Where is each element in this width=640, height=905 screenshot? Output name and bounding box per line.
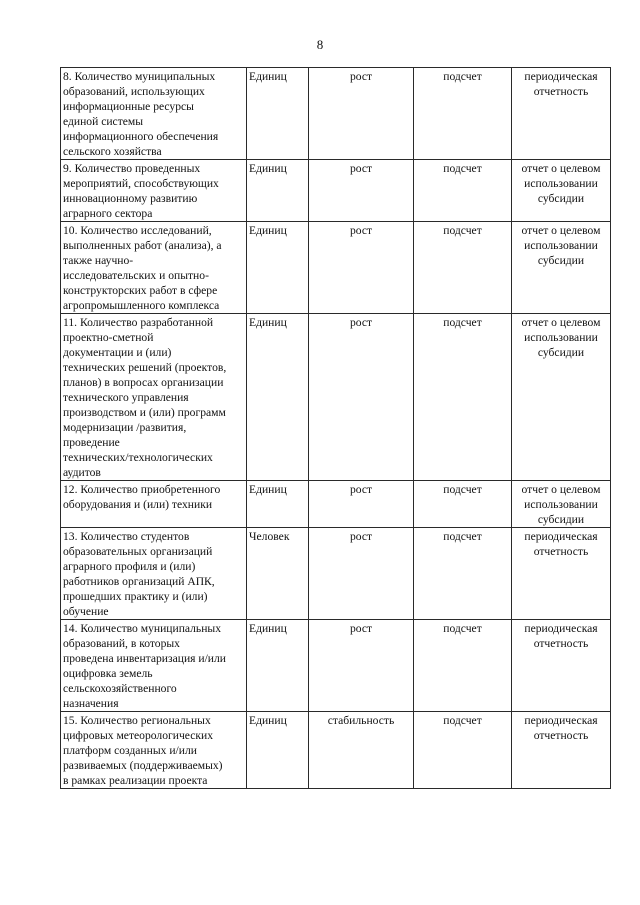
indicator-name-cell [61, 314, 247, 481]
table-row [61, 160, 611, 222]
indicator-name-line: 15. Количество региональных [63, 714, 211, 727]
indicator-name-line: обучение [63, 605, 109, 618]
source-cell [512, 68, 611, 160]
trend-cell: стабильность [309, 712, 414, 789]
indicator-name-cell [61, 528, 247, 620]
indicator-name-line: мероприятий, способствующих [63, 177, 219, 190]
source-line: субсидии [537, 513, 585, 526]
source-cell [512, 160, 611, 222]
indicator-name-line: проектно-сметной [63, 331, 154, 344]
source-cell [512, 222, 611, 314]
unit-cell: Человек [247, 528, 309, 620]
source-line: субсидии [537, 192, 585, 205]
source-line: отчет о целевом [521, 316, 601, 329]
indicator-name-line: работников организаций АПК, [63, 575, 215, 588]
indicator-name-line: образовательных организаций [63, 545, 213, 558]
indicator-name-line: технических решений (проектов, [63, 361, 227, 374]
table-row [61, 222, 611, 314]
unit-cell: Единиц [247, 222, 309, 314]
source-line: использовании [524, 177, 598, 190]
indicator-name-line: образований, использующих [63, 85, 205, 98]
source-line: периодическая [524, 70, 598, 83]
indicator-name-line: выполненных работ (анализа), а [63, 239, 222, 252]
indicator-name-line: сельского хозяйства [63, 145, 162, 158]
source-cell [512, 528, 611, 620]
method-cell: подсчет [414, 222, 512, 314]
indicator-name-line: информационные ресурсы [63, 100, 194, 113]
source-line: периодическая [524, 622, 598, 635]
indicator-name-line: 13. Количество студентов [63, 530, 190, 543]
indicator-name-line: 8. Количество муниципальных [63, 70, 216, 83]
source-line: отчет о целевом [521, 162, 601, 175]
trend-cell: рост [309, 222, 414, 314]
indicator-name-line: планов) в вопросах организации [63, 376, 224, 389]
source-line: отчет о целевом [521, 483, 601, 496]
unit-cell: Единиц [247, 712, 309, 789]
method-cell: подсчет [414, 314, 512, 481]
source-line: отчет о целевом [521, 224, 601, 237]
indicator-name-line: назначения [63, 697, 119, 710]
indicator-name-line: исследовательских и опытно- [63, 269, 209, 282]
indicator-name-line: платформ созданных и/или [63, 744, 197, 757]
method-cell: подсчет [414, 481, 512, 528]
indicator-name-line: 11. Количество разработанной [63, 316, 214, 329]
indicator-name-line: в рамках реализации проекта [63, 774, 208, 787]
page-number: 8 [316, 37, 324, 52]
method-cell: подсчет [414, 160, 512, 222]
indicator-name-line: проведение [63, 436, 120, 449]
indicator-name-line: информационного обеспечения [63, 130, 219, 143]
indicator-name-line: документации и (или) [63, 346, 172, 359]
indicator-name-line: 14. Количество муниципальных [63, 622, 222, 635]
indicators-table [60, 67, 611, 789]
indicator-name-cell [61, 620, 247, 712]
table-row [61, 481, 611, 528]
table-row [61, 314, 611, 481]
source-line: использовании [524, 498, 598, 511]
method-cell: подсчет [414, 528, 512, 620]
indicator-name-cell [61, 712, 247, 789]
indicator-name-line: аудитов [63, 466, 101, 479]
indicator-name-line: 10. Количество исследований, [63, 224, 212, 237]
indicators-table-body [61, 68, 611, 789]
source-line: периодическая [524, 714, 598, 727]
source-line: отчетность [533, 637, 589, 650]
indicator-name-line: проведена инвентаризация и/или [63, 652, 226, 665]
indicator-name-line: 9. Количество проведенных [63, 162, 201, 175]
indicator-name-line: конструкторских работ в сфере [63, 284, 218, 297]
source-line: отчетность [533, 545, 589, 558]
table-row [61, 528, 611, 620]
source-line: периодическая [524, 530, 598, 543]
indicator-name-cell [61, 68, 247, 160]
indicator-name-line: сельскохозяйственного [63, 682, 177, 695]
indicator-name-line: прошедших практику и (или) [63, 590, 208, 603]
indicator-name-line: оборудования и (или) техники [63, 498, 213, 511]
source-line: отчетность [533, 729, 589, 742]
indicator-name-cell [61, 160, 247, 222]
table-row [61, 68, 611, 160]
source-line: использовании [524, 239, 598, 252]
indicator-name-line: цифровых метеорологических [63, 729, 213, 742]
indicator-name-line: производством и (или) программ [63, 406, 226, 419]
indicator-name-cell [61, 222, 247, 314]
indicator-name-line: аграрного профиля и (или) [63, 560, 196, 573]
source-cell [512, 620, 611, 712]
table-row [61, 620, 611, 712]
unit-cell: Единиц [247, 68, 309, 160]
indicator-name-line: 12. Количество приобретенного [63, 483, 221, 496]
indicator-name-line: технических/технологических [63, 451, 213, 464]
unit-cell: Единиц [247, 620, 309, 712]
trend-cell: рост [309, 160, 414, 222]
source-line: использовании [524, 331, 598, 344]
source-line: отчетность [533, 85, 589, 98]
indicator-name-line: модернизации /развития, [63, 421, 187, 434]
indicator-name-line: единой системы [63, 115, 144, 128]
indicator-name-line: также научно- [63, 254, 134, 267]
indicator-name-line: развиваемых (поддерживаемых) [63, 759, 223, 772]
method-cell: подсчет [414, 712, 512, 789]
indicator-name-line: технического управления [63, 391, 189, 404]
indicator-name-line: инновационному развитию [63, 192, 198, 205]
indicator-name-line: образований, в которых [63, 637, 180, 650]
source-cell [512, 314, 611, 481]
table-row [61, 712, 611, 789]
method-cell: подсчет [414, 620, 512, 712]
trend-cell: рост [309, 528, 414, 620]
unit-cell: Единиц [247, 481, 309, 528]
indicator-name-line: аграрного сектора [63, 207, 153, 220]
indicator-name-line: агропромышленного комплекса [63, 299, 220, 312]
unit-cell: Единиц [247, 160, 309, 222]
trend-cell: рост [309, 620, 414, 712]
method-cell: подсчет [414, 68, 512, 160]
trend-cell: рост [309, 314, 414, 481]
source-line: субсидии [537, 254, 585, 267]
indicator-name-cell [61, 481, 247, 528]
trend-cell: рост [309, 68, 414, 160]
unit-cell: Единиц [247, 314, 309, 481]
indicator-name-line: оцифровка земель [63, 667, 153, 680]
source-line: субсидии [537, 346, 585, 359]
source-cell [512, 481, 611, 528]
trend-cell: рост [309, 481, 414, 528]
source-cell [512, 712, 611, 789]
